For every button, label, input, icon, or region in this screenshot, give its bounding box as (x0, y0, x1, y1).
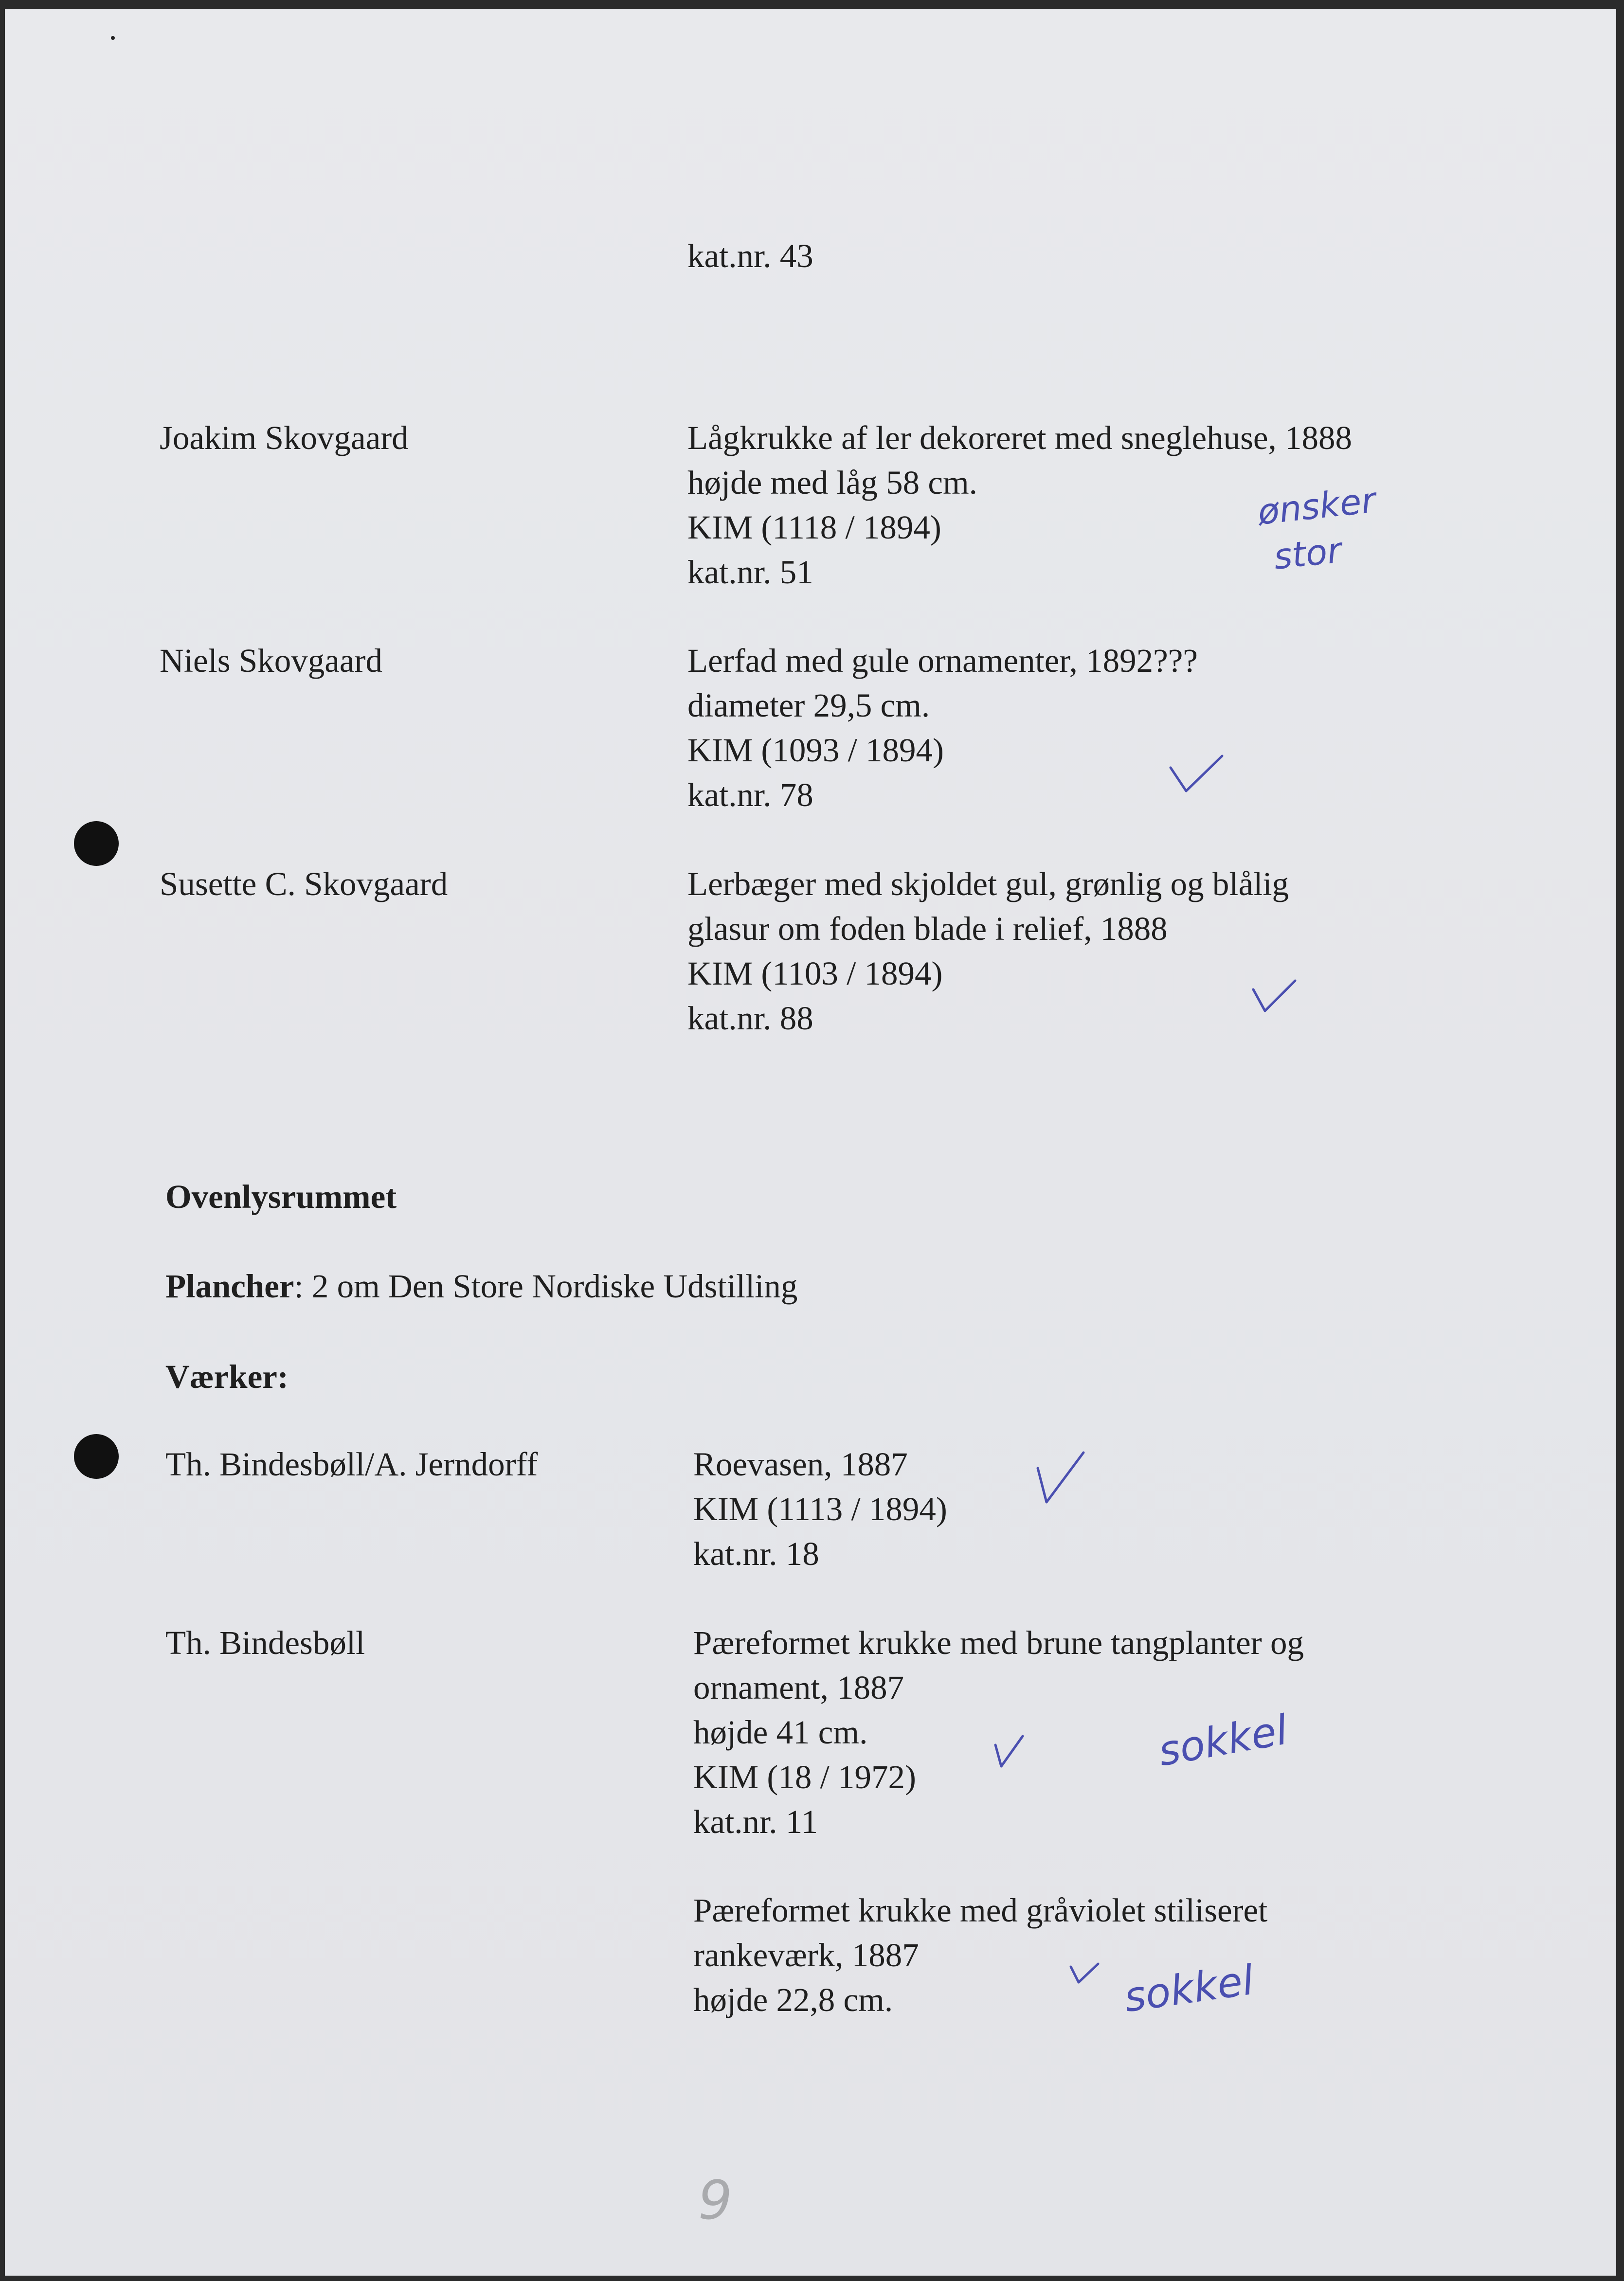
work-height: højde 22,8 cm. (693, 1981, 893, 2018)
work-diameter: diameter 29,5 cm. (687, 687, 930, 724)
plates-label: Plancher (165, 1268, 294, 1305)
artist-name: Susette C. Skovgaard (160, 865, 448, 902)
work-title: Roevasen, 1887 (693, 1446, 908, 1483)
checkmark-icon (1068, 1962, 1102, 1986)
work-catalog-number: kat.nr. 18 (693, 1535, 819, 1572)
work-description (693, 1442, 947, 1576)
handwritten-note: sokkel (1121, 1956, 1257, 2022)
work-inventory: KIM (1093 / 1894) (687, 732, 944, 769)
work-title-continued: rankeværk, 1887 (693, 1937, 919, 1974)
punch-hole-lower (74, 1434, 119, 1479)
handwritten-note: sokkel (1155, 1706, 1291, 1776)
work-catalog-number: kat.nr. 11 (693, 1803, 818, 1840)
checkmark-icon (1168, 753, 1226, 797)
paper-speck (111, 36, 115, 40)
punch-hole-upper (74, 821, 119, 866)
works-heading: Værker: (165, 1358, 289, 1395)
work-height: højde 41 cm. (693, 1714, 868, 1751)
artist-name: Th. Bindesbøll (165, 1624, 365, 1661)
work-title: Lågkrukke af ler dekoreret med sneglehuse, 1888 (687, 419, 1353, 456)
work-description (687, 862, 1289, 1041)
work-title: Lerbæger med skjoldet gul, grønlig og blålig (687, 865, 1289, 902)
work-description (687, 638, 1198, 817)
work-title: Lerfad med gule ornamenter, 1892??? (687, 642, 1198, 679)
artist-name: Niels Skovgaard (160, 642, 383, 679)
work-title-continued: glasur om foden blade i relief, 1888 (687, 910, 1168, 947)
handwritten-note: ønsker stor (1256, 479, 1378, 579)
page-number: 9 (698, 2169, 732, 2231)
work-title-continued: ornament, 1887 (693, 1669, 904, 1706)
work-inventory: KIM (18 / 1972) (693, 1759, 917, 1796)
checkmark-icon (1250, 978, 1299, 1017)
header-catalog-number: kat.nr. 43 (687, 237, 813, 274)
document-page (5, 9, 1616, 2276)
work-inventory: KIM (1113 / 1894) (693, 1491, 947, 1527)
plates-line (165, 1264, 797, 1309)
work-inventory: KIM (1103 / 1894) (687, 955, 943, 992)
work-description (687, 415, 1352, 594)
checkmark-icon (992, 1733, 1027, 1770)
plates-value: : 2 om Den Store Nordiske Udstilling (294, 1268, 798, 1305)
work-title: Pæreformet krukke med gråviolet stiliseret (693, 1892, 1268, 1929)
checkmark-icon (1034, 1449, 1087, 1507)
work-catalog-number: kat.nr. 51 (687, 554, 813, 591)
work-height: højde med låg 58 cm. (687, 464, 977, 501)
work-catalog-number: kat.nr. 78 (687, 776, 813, 813)
work-inventory: KIM (1118 / 1894) (687, 509, 941, 546)
artist-name: Joakim Skovgaard (160, 419, 409, 456)
work-catalog-number: kat.nr. 88 (687, 1000, 813, 1037)
work-title: Pæreformet krukke med brune tangplanter og (693, 1624, 1304, 1661)
artist-name: Th. Bindesbøll/A. Jerndorff (165, 1446, 538, 1483)
section-heading: Ovenlysrummet (165, 1178, 397, 1215)
